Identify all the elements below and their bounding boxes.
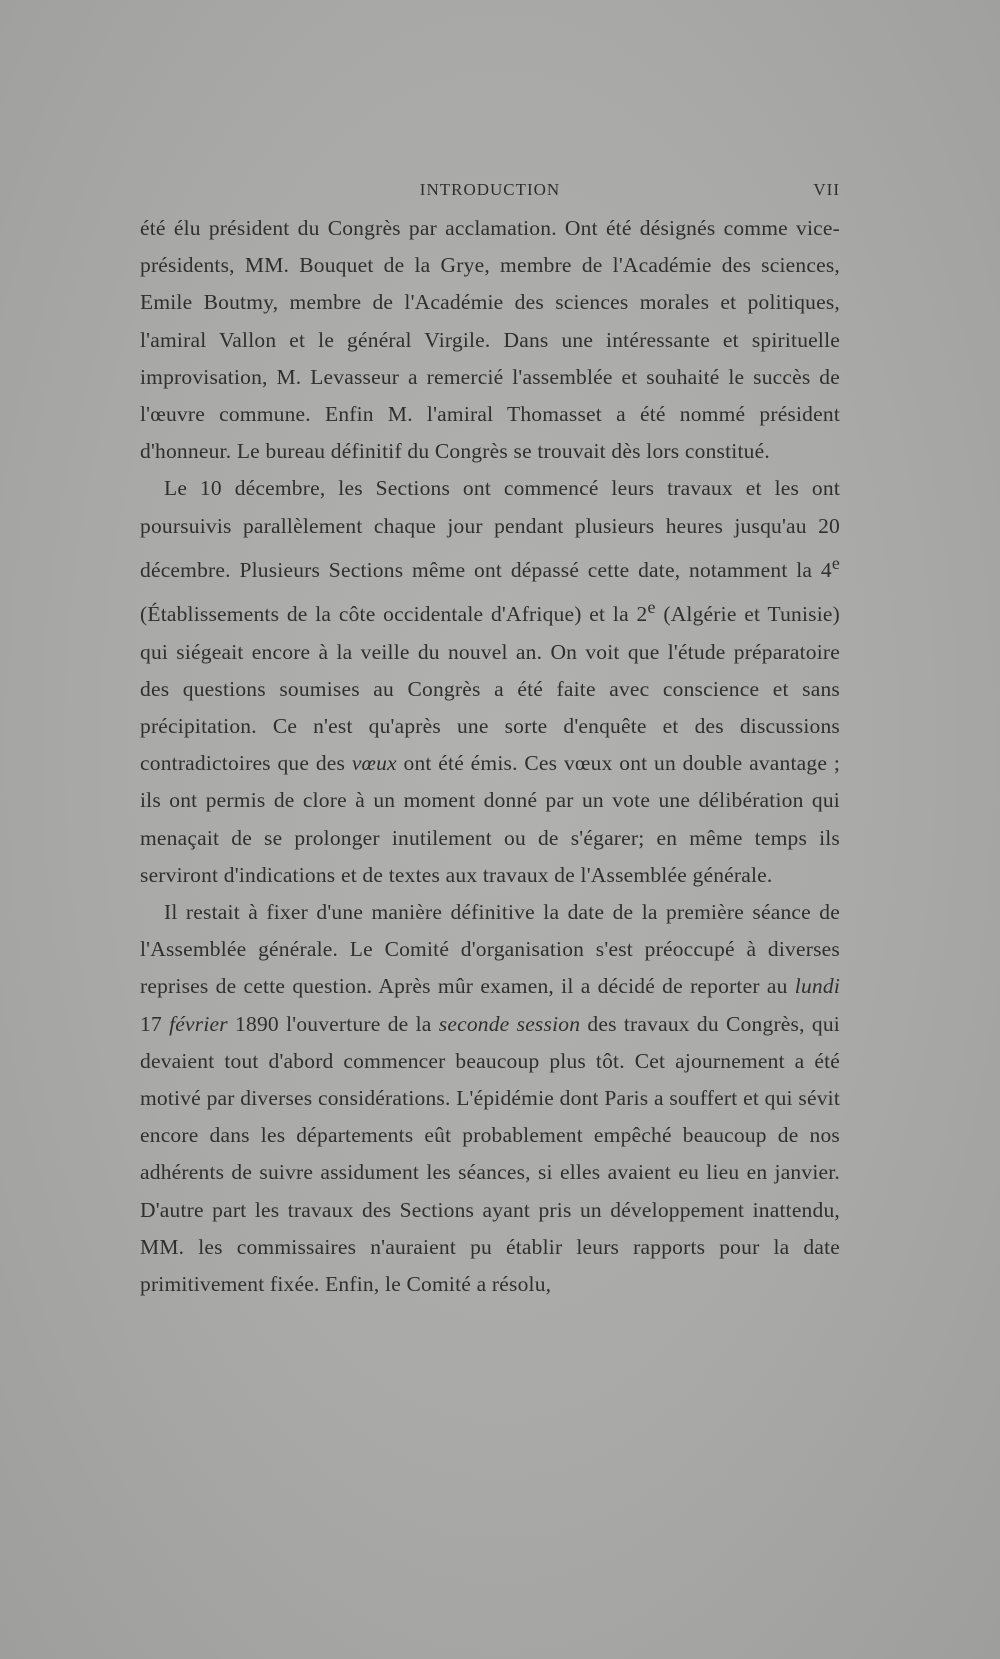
italic-word: février: [169, 1011, 228, 1036]
paragraph-1-text: été élu président du Congrès par acclamation. Ont été désignés comme vice-présidents, MM. Bouquet de la Grye, membre de l'Académie des sciences, Emile Boutmy, membre de l'Académie des sciences morales et politiques, l'amiral Vallon et le général Virgile. Dans une intéressante et spirituelle improvisation, M. Levasseur a remercié l'assemblée et souhaité le succès de l'œuvre commune. Enfin M. l'amiral Thomasset a été nommé président d'honneur. Le bureau définitif du Congrès se trouvait dès lors constitué.: [140, 216, 840, 464]
paragraph-2: [140, 470, 840, 894]
italic-word: lundi: [794, 974, 840, 999]
paragraph-2-text-3: (Algérie et Tunisie) qui siégeait encore à la veille du nouvel an. On voit que l'étude préparatoire des questions soumises au Congrès a été faite avec conscience et sans précipitation. Ce n'est qu'après une sorte d'enquête et des discussions contradictoires que des: [140, 602, 840, 776]
page-number: VII: [813, 180, 840, 199]
italic-phrase: seconde session: [438, 1011, 581, 1036]
running-head: [140, 180, 840, 204]
paragraph-1: [140, 210, 840, 470]
running-head-title: INTRODUCTION: [419, 180, 561, 199]
paragraph-3-text-2: 17: [140, 1011, 170, 1036]
paragraph-3-text-3: 1890 l'ouverture de la: [227, 1011, 439, 1036]
paragraph-2-text-4: ont été émis. Ces vœux ont un double avantage ; ils ont permis de clore à un moment donné par un vote une délibération qui menaçait de se prolonger inutilement ou de s'égarer; en même temps ils serviront d'indications et de textes aux travaux de l'Assemblée générale.: [140, 751, 840, 887]
paragraph-3-text-4: des travaux du Congrès, qui devaient tout d'abord commencer beaucoup plus tôt. Cet ajournement a été motivé par diverses considérations. L'épidémie dont Paris a souffert et qui sévit encore dans les départements eût probablement empêché beaucoup de nos adhérents de suivre assidument les séances, si elles avaient eu lieu en janvier. D'autre part les travaux des Sections ayant pris un développement inattendu, MM. les commissaires n'auraient pu établir leurs rapports pour la date primitivement fixée. Enfin, le Comité a résolu,: [140, 1011, 840, 1296]
paragraph-2-text-1: Le 10 décembre, les Sections ont commencé leurs travaux et les ont poursuivis parallèlement chaque jour pendant plusieurs heures jusqu'au 20 décembre. Plusieurs Sections même ont dépassé cette date, notamment la 4: [140, 476, 840, 582]
paragraph-2-text-2: (Établissements de la côte occidentale d'Afrique) et la 2: [140, 602, 648, 627]
body-text: [140, 210, 840, 1303]
ordinal-superscript: e: [831, 552, 840, 573]
italic-word: vœux: [351, 751, 397, 776]
paragraph-3-text-1: Il restait à fixer d'une manière définitive la date de la première séance de l'Assemblée générale. Le Comité d'organisation s'est préoccupé à diverses reprises de cette question. Après mûr examen, il a décidé de reporter au: [140, 899, 840, 999]
ordinal-superscript: e: [647, 597, 656, 618]
paragraph-3: [140, 894, 840, 1303]
